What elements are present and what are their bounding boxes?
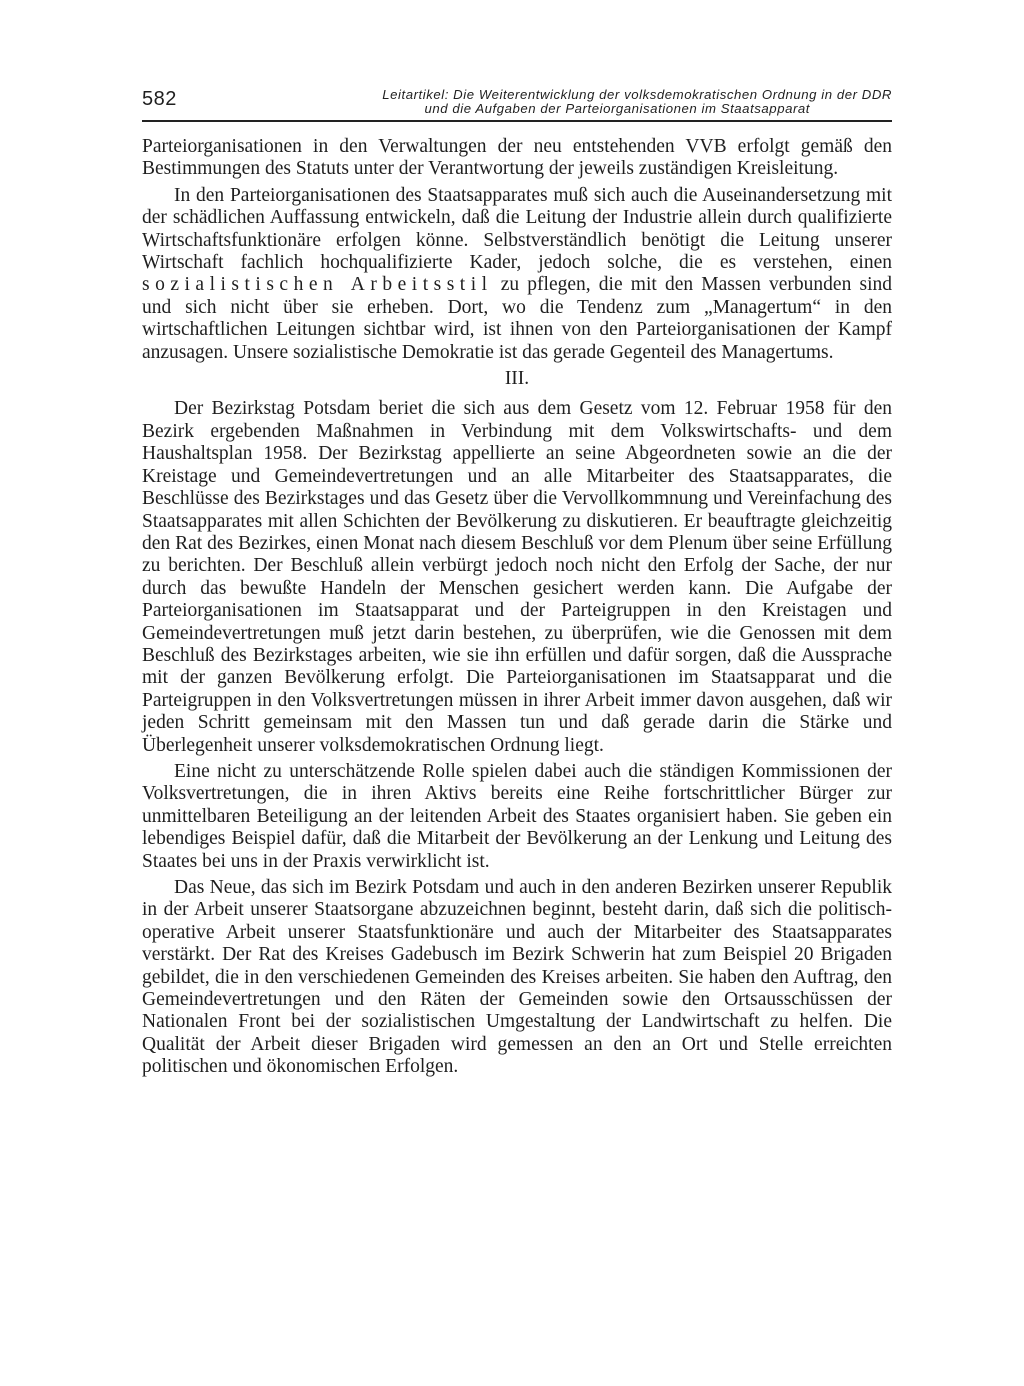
running-title: [232, 88, 892, 116]
paragraph-3: Der Bezirkstag Potsdam beriet die sich aus dem Gesetz vom 12. Februar 1958 für den Bezirk ergebenden Maßnahmen in Verbindung mit dem Volkswirtschafts- und dem Haushaltsplan 1958. Der Bezirkstag appellierte an seine Abgeordneten sowie an die der Kreistage und Gemeindevertretungen und an alle Mitarbeiter des Staatsapparates, die Beschlüsse des Bezirkstages und das Gesetz über die Vervollkommnung und Vereinfachung des Staatsapparates mit allen Schichten der Bevölkerung zu diskutieren. Er beauftragte gleichzeitig den Rat des Bezirkes, einen Monat nach diesem Beschluß vor dem Plenum über seine Erfüllung zu berichten. Der Beschluß allein verbürgt jedoch noch nicht den Erfolg der Sache, der nur durch das bewußte Handeln der Menschen gesichert werden kann. Die Aufgabe der Parteiorganisationen im Staatsapparat und der Parteigruppen in den Kreistagen und Gemeindevertretungen muß jetzt darin bestehen, zu überprüfen, wie die Genossen mit dem Beschluß des Bezirkstages arbeiten, wie sie ihn erfüllen und dafür sorgen, daß die Aussprache mit der ganzen Bevölkerung erfolgt. Die Parteiorganisationen im Staatsapparat und die Parteigruppen in den Volksvertretungen müssen in ihrer Arbeit immer davon ausgehen, daß wir jeden Schritt gemeinsam mit den Massen tun und daß gerade darin die Stärke und Überlegenheit unserer volksdemokratischen Ordnung liegt.: [142, 398, 892, 756]
paragraph-2-part-b: zu pflegen, die mit den Massen verbunden sind und sich nicht über sie erheben. Dort, wo die Tendenz zum „Managertum“ in den wirtschaftlichen Leitungen sichtbar wird, ist ihnen von den Parteiorganisationen der Kampf anzusagen. Unsere sozialistische Demokratie ist das gerade Gegenteil des Managertums.: [142, 274, 892, 363]
emphasized-phrase: sozialistischen Arbeitsstil: [142, 274, 493, 296]
section-heading: III.: [504, 368, 530, 390]
page-number: 582: [142, 88, 177, 110]
paragraph-2: [142, 185, 892, 364]
paragraph-5: Das Neue, das sich im Bezirk Potsdam und auch in den anderen Bezirken unserer Republik in der Arbeit unserer Staatsorgane abzuzeichnen beginnt, besteht darin, daß sich die politisch-operative Arbeit unserer Staatsfunktionäre und auch der Mitarbeiter des Staatsapparates verstärkt. Der Rat des Kreises Gadebusch im Bezirk Schwerin hat zum Beispiel 20 Brigaden gebildet, die in den verschiedenen Gemeinden des Kreises arbeiten. Sie haben den Auftrag, den Gemeindevertretungen und den Räten der Gemeinden sowie den Ortsausschüssen der Nationalen Front bei der sozialistischen Umgestaltung der Landwirtschaft zu helfen. Die Qualität der Arbeit dieser Brigaden wird gemessen an den an Ort und Stelle erreichten politischen und ökonomischen Erfolgen.: [142, 877, 892, 1078]
paragraph-1: Parteiorganisationen in den Verwaltungen der neu entstehenden VVB erfolgt gemäß den Bestimmungen des Statuts unter der Verantwortung der jeweils zuständigen Kreisleitung.: [142, 136, 892, 180]
paragraph-2-part-a: In den Parteiorganisationen des Staatsapparates muß sich auch die Auseinandersetzung mit der schädlichen Auffassung entwickeln, daß die Leitung der Industrie allein durch qualifizierte Wirtschaftsfunktionäre erfolgen könne. Selbstverständlich benötigt die Leitung unserer Wirtschaft fachlich hochqualifizierte Kader, jedoch solche, die es verstehen, einen: [142, 184, 892, 274]
running-title-line-2: und die Aufgaben der Parteiorganisationen im Staatsapparat: [424, 101, 810, 116]
paragraph-4: Eine nicht zu unterschätzende Rolle spielen dabei auch die ständigen Kommissionen der Volksvertretungen, die in ihren Aktivs bereits eine Reihe fortschrittlicher Bürger zur unmittelbaren Beteiligung an der leitenden Arbeit des Staates organisiert haben. Sie geben ein lebendiges Beispiel dafür, daß die Mitarbeit der Bevölkerung an der Lenkung und Leitung des Staates bei uns in der Praxis verwirklicht ist.: [142, 760, 892, 872]
page-header: [142, 86, 892, 122]
document-page: [142, 86, 892, 1083]
running-title-line-1: Leitartikel: Die Weiterentwicklung der volksdemokratischen Ordnung in der DDR: [382, 87, 892, 102]
article-body: [142, 136, 892, 1079]
